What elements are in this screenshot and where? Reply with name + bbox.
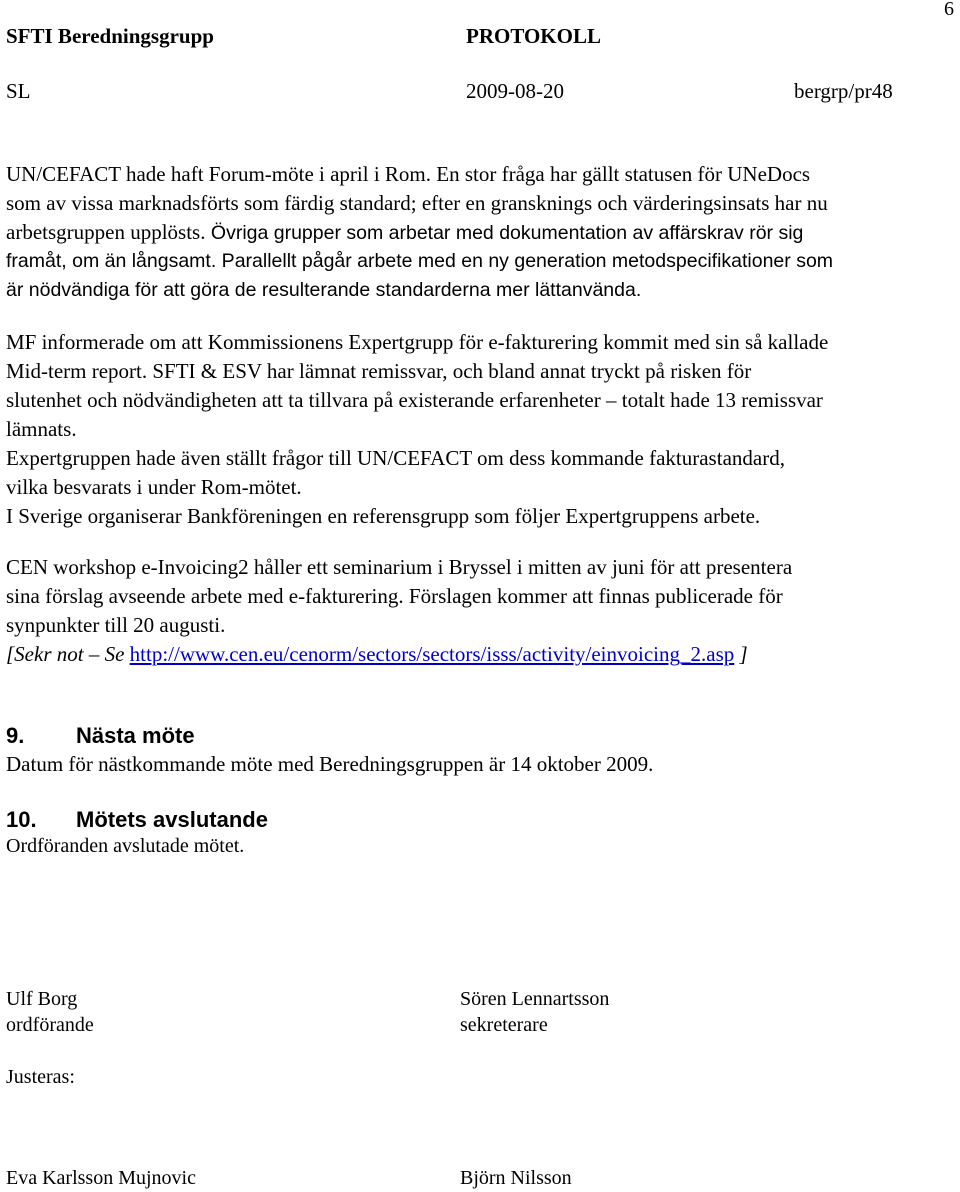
text-run: Övriga grupper som arbetar med dokumentation av affärskrav rör sig (205, 222, 804, 244)
header-initials: SL (6, 79, 31, 103)
text-line: Expertgruppen hade även ställt frågor till UN/CEFACT om dess kommande fakturastandard, (6, 446, 785, 470)
text-line: som av vissa marknadsförts som färdig standard; efter en gransknings och värderingsinsats har nu (6, 191, 828, 215)
text-run: framåt, om än långsamt. (6, 250, 217, 272)
header-ref: bergrp/pr48 (794, 79, 893, 103)
signature-right-name: Sören Lennartsson (460, 988, 610, 1010)
section-9-text: Datum för nästkommande möte med Beredningsgruppen är 14 oktober 2009. (6, 752, 654, 776)
section-9-number: 9. (6, 723, 25, 748)
text-line: UN/CEFACT hade haft Forum-möte i april i Rom. En stor fråga har gällt statusen för UNeDocs (6, 162, 811, 186)
text-line: I Sverige organiserar Bankföreningen en referensgrupp som följer Expertgruppens arbete. (6, 504, 761, 528)
text-line: CEN workshop e-Invoicing2 håller ett seminarium i Bryssel i mitten av juni för att presentera (6, 555, 793, 579)
text-line: lämnats. (6, 417, 77, 441)
section-10-number: 10. (6, 807, 37, 832)
cen-einvoicing-link[interactable]: http://www.cen.eu/cenorm/sectors/sectors/isss/activity/einvoicing_2.asp (129, 642, 735, 666)
justeras-label: Justeras: (6, 1066, 75, 1088)
section-10-text: Ordföranden avslutade mötet. (6, 835, 245, 857)
text-line: är nödvändiga för att göra de resulterande standarderna mer lättanvända. (6, 279, 642, 301)
text-line: sina förslag avseende arbete med e-fakturering. Förslagen kommer att finnas publicerade för (6, 584, 783, 608)
secretary-note (6, 640, 956, 669)
text-line: vilka besvarats i under Rom-mötet. (6, 475, 302, 499)
text-run: Parallellt pågår arbete med en ny generation metodspecifikationer som (216, 250, 834, 272)
text-run: arbetsgruppen upplösts. (6, 220, 206, 244)
signature-left-name: Ulf Borg (6, 988, 78, 1010)
text-line: synpunkter till 20 augusti. (6, 613, 226, 637)
paragraph-expertgrupp (6, 328, 956, 531)
page-number: 6 (944, 0, 954, 20)
paragraph-cen-workshop (6, 553, 956, 669)
text-line: MF informerade om att Kommissionens Expertgrupp för e-fakturering kommit med sin så kallade (6, 330, 829, 354)
header-date: 2009-08-20 (466, 79, 564, 103)
note-prefix: [Sekr not – Se (6, 642, 130, 666)
section-9-title: Nästa möte (76, 723, 195, 748)
section-10-title: Mötets avslutande (76, 807, 268, 832)
signature-right-role: sekreterare (460, 1014, 548, 1036)
signature-bottom-left: Eva Karlsson Mujnovic (6, 1167, 196, 1189)
signature-bottom-right: Björn Nilsson (460, 1167, 572, 1189)
paragraph-unce-fact (6, 160, 956, 305)
text-line (6, 218, 956, 247)
note-suffix: ] (734, 642, 748, 666)
text-line: slutenhet och nödvändigheten att ta tillvara på existerande erfarenheter – totalt hade 13 remissvar (6, 388, 823, 412)
text-line (6, 247, 956, 276)
header-org: SFTI Beredningsgrupp (6, 24, 214, 48)
text-line: Mid-term report. SFTI & ESV har lämnat remissvar, och bland annat tryckt på risken för (6, 359, 752, 383)
header-doc-type: PROTOKOLL (466, 24, 601, 48)
signature-left-role: ordförande (6, 1014, 94, 1036)
